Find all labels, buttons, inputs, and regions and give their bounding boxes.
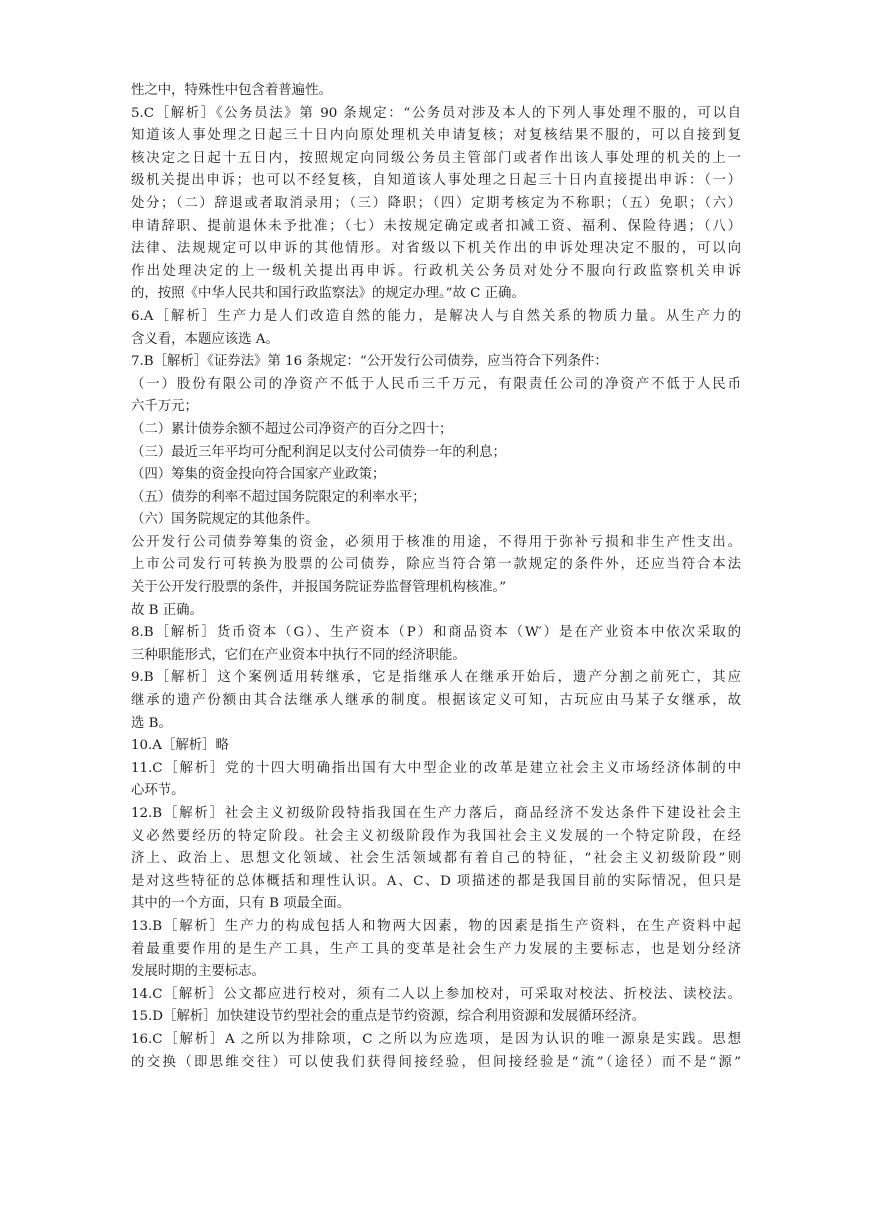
text-line: 关于公开发行股票的条件，并报国务院证券监督管理机构核准。” <box>131 580 507 596</box>
text-line: （三）最近三年平均可分配利润足以支付公司债券一年的利息； <box>131 444 506 460</box>
text-line: 核决定之日起十五日内，按照规定向同级公务员主管部门或者作出该人事处理的机关的上一 <box>131 150 741 166</box>
text-line: 10.A［解析］略 <box>131 738 229 754</box>
text-line: 法律、法规规定可以申诉的其他情形。对省级以下机关作出的申诉处理决定不服的，可以向 <box>131 241 741 257</box>
text-line: 6.A［解析］生产力是人们改造自然的能力，是解决人与自然关系的物质力量。从生产力的 <box>131 308 741 324</box>
text-line: 处分；（二）辞退或者取消录用；（三）降职；（四）定期考核定为不称职；（五）免职；（六） <box>131 195 741 211</box>
text-line: （一）股份有限公司的净资产不低于人民币三千万元，有限责任公司的净资产不低于人民币 <box>131 376 741 392</box>
text-line: （六）国务院规定的其他条件。 <box>131 512 319 528</box>
text-line: 故 B 正确。 <box>131 602 203 618</box>
text-line: 7.B［解析］《证券法》第 16 条规定：“公开发行公司债券，应当符合下列条件： <box>131 354 608 370</box>
text-line: 继承的遗产份额由其合法继承人继承的制度。根据该定义可知，古玩应由马某子女继承，故 <box>131 693 741 709</box>
text-line: 级机关提出申诉；也可以不经复核，自知道该人事处理之日起三十日内直接提出申诉：（一） <box>131 173 741 189</box>
text-line: 上市公司发行可转换为股票的公司债券，除应当符合第一款规定的条件外，还应当符合本法 <box>131 557 741 573</box>
text-line: 义必然要经历的特定阶段。社会主义初级阶段作为我国社会主义发展的一个特定阶段，在经 <box>131 828 741 844</box>
text-line: 作出处理决定的上一级机关提出再申诉。行政机关公务员对处分不服向行政监察机关申诉 <box>131 263 741 279</box>
text-line: 知道该人事处理之日起三十日内向原处理机关申请复核；对复核结果不服的，可以自接到复 <box>131 128 741 144</box>
text-line: 着最重要作用的是生产工具，生产工具的变革是社会生产力发展的主要标志，也是划分经济 <box>131 941 741 957</box>
text-line: 15.D［解析］加快建设节约型社会的重点是节约资源，综合利用资源和发展循环经济。 <box>131 1009 646 1025</box>
text-line: 含义看，本题应该选 A。 <box>131 331 279 347</box>
text-line: 9.B［解析］这个案例适用转继承，它是指继承人在继承开始后，遗产分割之前死亡，其应 <box>131 670 741 686</box>
text-line: 14.C［解析］公文都应进行校对，须有二人以上参加校对，可采取对校法、折校法、读校法。 <box>131 986 741 1002</box>
text-line: 11.C［解析］党的十四大明确指出国有大中型企业的改革是建立社会主义市场经济体制的中 <box>131 760 741 776</box>
text-line: 性之中，特殊性中包含着普遍性。 <box>131 83 332 98</box>
text-line: 选 B。 <box>131 715 172 731</box>
document-page <box>131 80 741 1074</box>
text-line: 12.B［解析］社会主义初级阶段特指我国在生产力落后，商品经济不发达条件下建设社会主 <box>131 806 741 821</box>
text-line: 是对这些特征的总体概括和理性认识。A、C、D 项描述的都是我国目前的实际情况，但只是 <box>131 873 741 889</box>
text-line: 申请辞职、提前退休未予批准；（七）未按规定确定或者扣减工资、福利、保险待遇；（八） <box>131 218 741 234</box>
text-line: （二）累计债券余额不超过公司净资产的百分之四十； <box>131 421 453 437</box>
text-line: （五）债券的利率不超过国务院限定的利率水平； <box>131 489 426 505</box>
text-line: 六千万元； <box>131 399 198 415</box>
text-line: 的，按照《中华人民共和国行政监察法》的规定办理。”故 C 正确。 <box>131 286 525 302</box>
text-line: 5.C［解析］《公务员法》第 90 条规定：“公务员对涉及本人的下列人事处理不服的，可以自 <box>131 105 741 121</box>
text-line: 8.B［解析］货币资本（G）、生产资本（P）和商品资本（W′）是在产业资本中依次采取的 <box>131 625 741 641</box>
text-line: 13.B［解析］生产力的构成包括人和物两大因素，物的因素是指生产资料，在生产资料中起 <box>131 918 741 934</box>
text-line: 发展时期的主要标志。 <box>131 964 265 980</box>
text-line: 的交换（即思维交往）可以使我们获得间接经验，但间接经验是“流”（途径）而不是“源” <box>131 1054 741 1070</box>
text-line: 公开发行公司债券筹集的资金，必须用于核准的用途，不得用于弥补亏损和非生产性支出。 <box>131 534 741 550</box>
text-line: 16.C［解析］A 之所以为排除项，C 之所以为应选项，是因为认识的唯一源泉是实践。思想 <box>131 1031 741 1047</box>
text-line: 三种职能形式，它们在产业资本中执行不同的经济职能。 <box>131 647 466 663</box>
text-line: 其中的一个方面，只有 B 项最全面。 <box>131 896 351 912</box>
text-line: 济上、政治上、思想文化领域、社会生活领域都有着自己的特征，“社会主义初级阶段”则 <box>131 851 741 867</box>
text-line: 心环节。 <box>131 783 185 799</box>
text-line: （四）筹集的资金投向符合国家产业政策； <box>131 467 386 483</box>
